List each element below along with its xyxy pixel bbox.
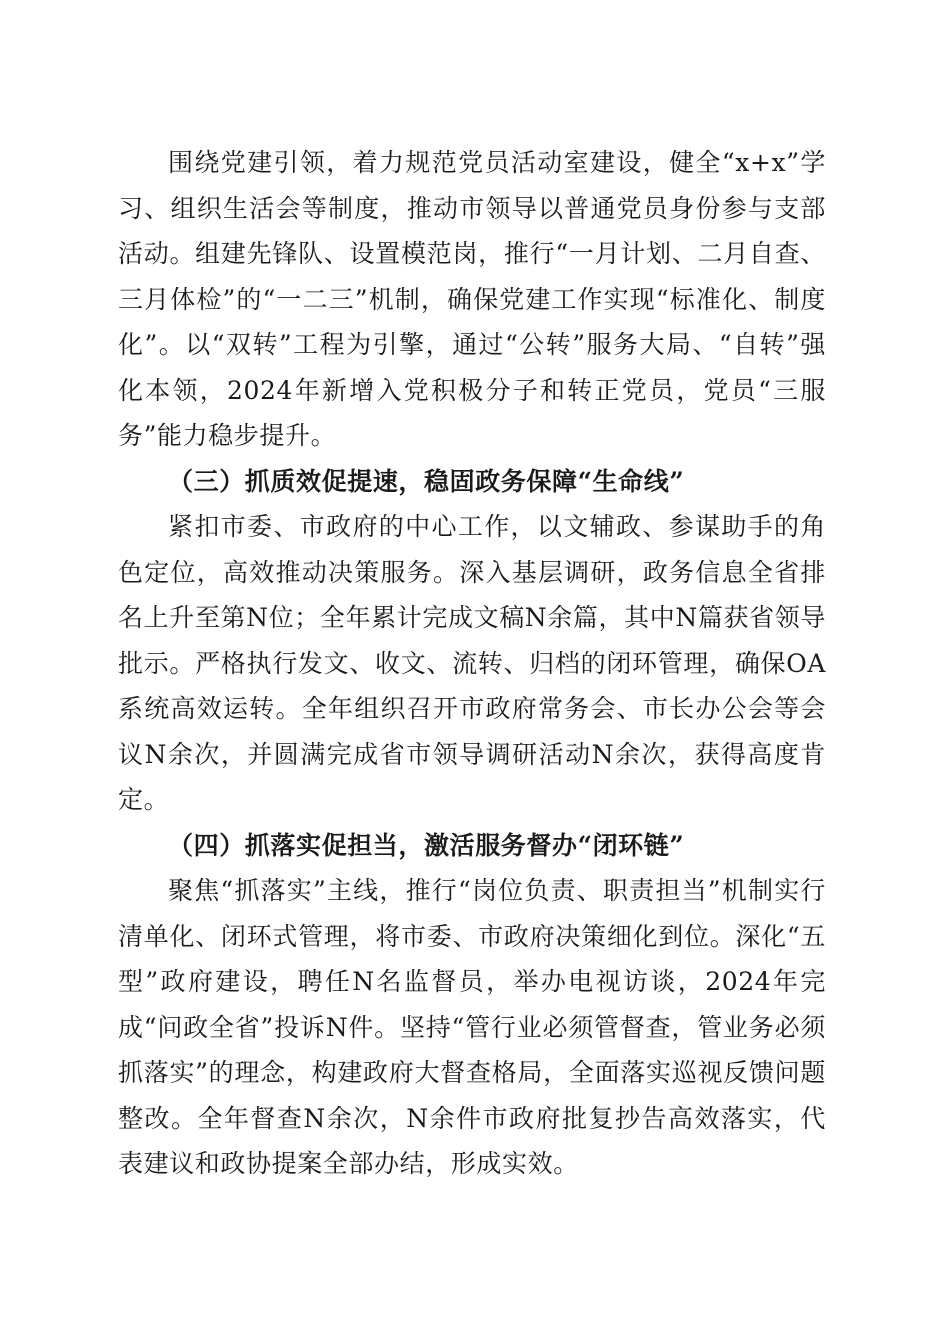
document-body xyxy=(118,140,826,1187)
paragraph-party-building: 围绕党建引领，着力规范党员活动室建设，健全“x+x”学习、组织生活会等制度，推动市领导以普通党员身份参与支部活动。组建先锋队、设置模范岗，推行“一月计划、二月自查、三月体检”的“一二三”机制，确保党建工作实现“标准化、制度化”。以“双转”工程为引擎，通过“公转”服务大局、“自转”强化本领，2024年新增入党积极分子和转正党员，党员“三服务”能力稳步提升。 xyxy=(118,148,826,450)
section-heading-4: （四）抓落实促担当，激活服务督办“闭环链” xyxy=(168,830,685,860)
section-heading-3: （三）抓质效促提速，稳固政务保障“生命线” xyxy=(168,466,685,496)
paragraph-government-service: 紧扣市委、市政府的中心工作，以文辅政、参谋助手的角色定位，高效推动决策服务。深入基层调研，政务信息全省排名上升至第N位；全年累计完成文稿N余篇，其中N篇获省领导批示。严格执行发文、收文、流转、归档的闭环管理，确保OA系统高效运转。全年组织召开市政府常务会、市长办公会等会议N余次，并圆满完成省市领导调研活动N余次，获得高度肯定。 xyxy=(118,512,826,814)
paragraph-supervision: 聚焦“抓落实”主线，推行“岗位负责、职责担当”机制实行清单化、闭环式管理，将市委、市政府决策细化到位。深化“五型”政府建设，聘任N名监督员，举办电视访谈，2024年完成“问政全省”投诉N件。坚持“管行业必须管督查，管业务必须抓落实”的理念，构建政府大督查格局，全面落实巡视反馈问题整改。全年督查N余次，N余件市政府批复抄告高效落实，代表建议和政协提案全部办结，形成实效。 xyxy=(118,876,826,1178)
